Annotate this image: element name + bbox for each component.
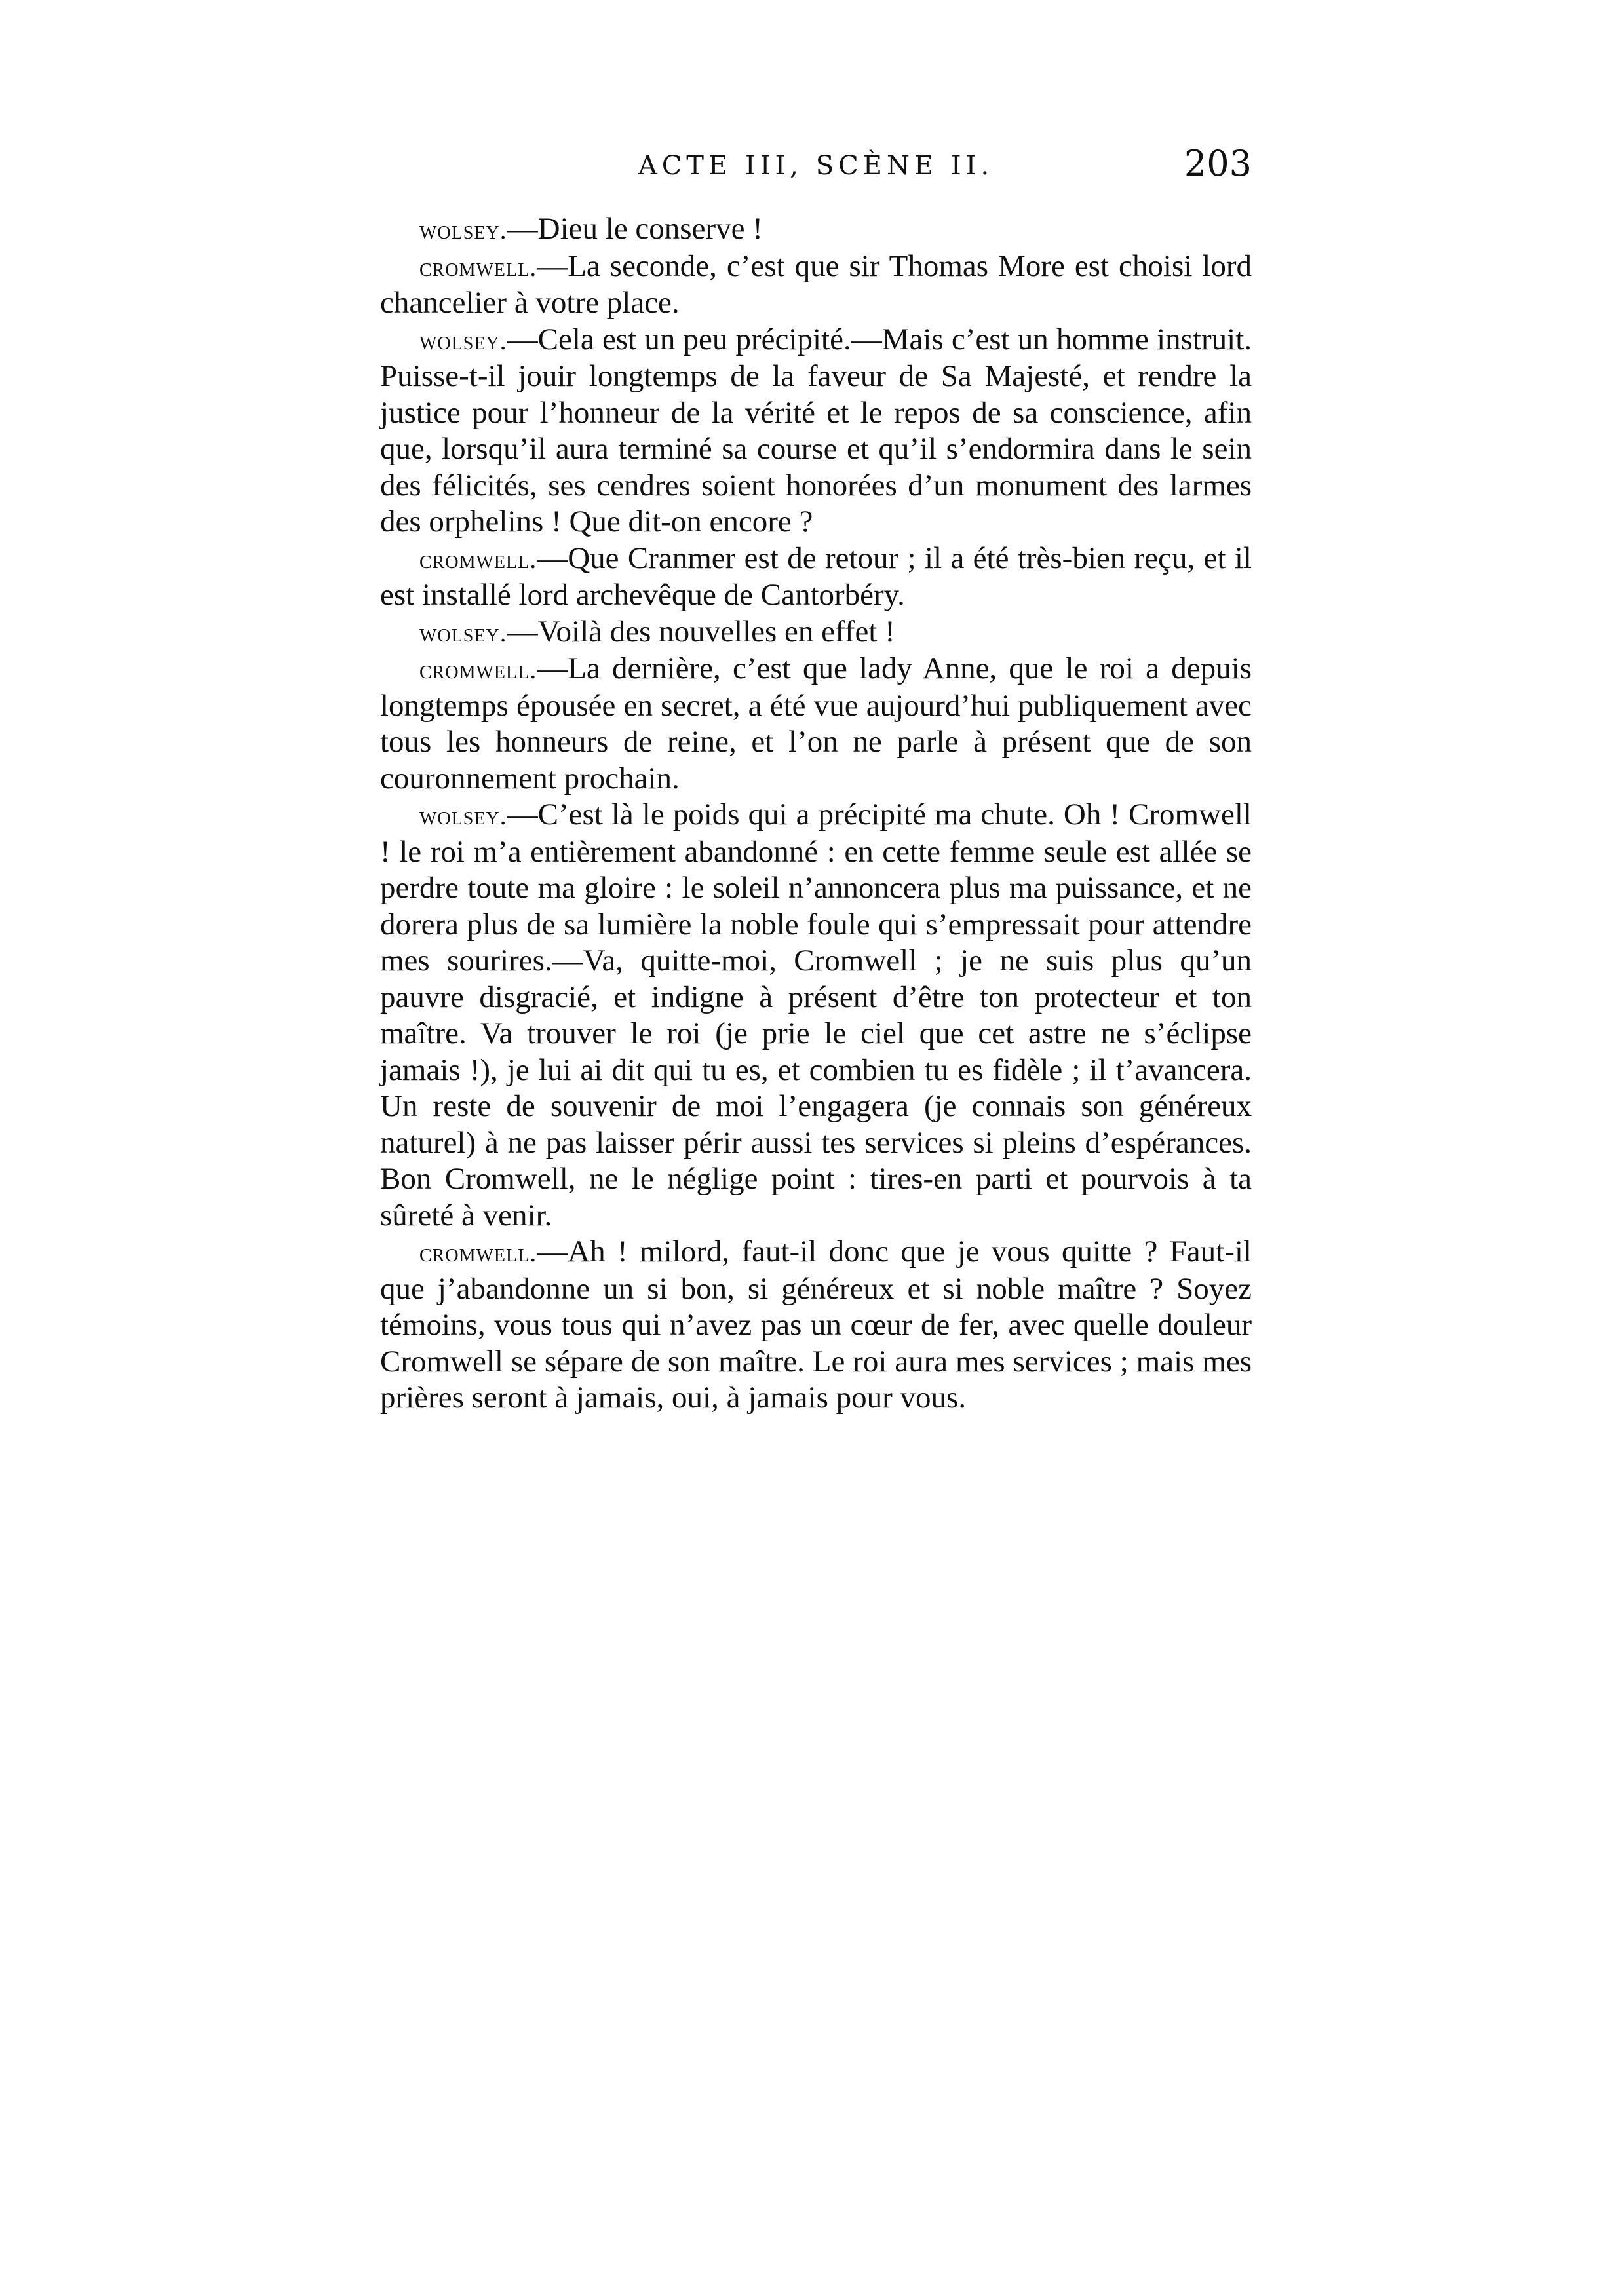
dialogue-text <box>380 211 1252 1417</box>
speech-paragraph <box>380 614 1252 651</box>
speech-text: —C’est là le poids qui a précipité ma chute. Oh ! Cromwell ! le roi m’a entièrement abandonné : en cette femme seule est allée se perdre toute ma gloire : le soleil n’annoncera plus ma puissance, et ne dorera plus de sa lumière la noble foule qui s’empressait pour attendre mes sourires.—Va, quitte-moi, Cromwell ; je ne suis plus qu’un pauvre disgracié, et indigne à présent d’être ton protecteur et ton maître. Va trouver le roi (je prie le ciel que cet astre ne s’éclipse jamais !), je lui ai dit qui tu es, et combien tu es fidèle ; il t’avancera. Un reste de souvenir de moi l’engagera (je connais son généreux naturel) à ne pas laisser périr aussi tes services si pleins d’espérances. Bon Cromwell, ne le néglige point : tires-en parti et pourvois à ta sûreté à venir. <box>380 797 1252 1233</box>
speech-paragraph <box>380 797 1252 1234</box>
speech-paragraph <box>380 651 1252 797</box>
speaker-name: cromwell. <box>419 1238 537 1267</box>
speaker-name: cromwell. <box>419 252 537 282</box>
speaker-name: cromwell. <box>419 544 537 574</box>
speech-text: —Ah ! milord, faut-il donc que je vous quitte ? Faut-il que j’abandonne un si bon, si généreux et si noble maître ? Soyez témoins, vous tous qui n’avez pas un cœur de fer, avec quelle douleur Cromwell se sépare de son maître. Le roi aura mes services ; mais mes prières seront à jamais, oui, à jamais pour vous. <box>380 1234 1252 1415</box>
speech-paragraph <box>380 541 1252 614</box>
speaker-name: wolsey. <box>419 215 507 244</box>
speaker-name: wolsey. <box>419 801 507 830</box>
speech-text: —Dieu le conserve ! <box>507 212 763 246</box>
speech-paragraph <box>380 211 1252 248</box>
speech-paragraph <box>380 322 1252 541</box>
running-title: ACTE III, SCÈNE II. <box>638 151 994 181</box>
page-number: 203 <box>1184 143 1252 184</box>
page-header <box>380 143 1252 189</box>
speaker-name: wolsey. <box>419 617 507 647</box>
speaker-name: cromwell. <box>419 655 537 684</box>
speech-paragraph <box>380 1234 1252 1417</box>
speech-text: —Cela est un peu précipité.—Mais c’est un homme instruit. Puisse-t-il jouir longtemps de la faveur de Sa Majesté, et rendre la justice pour l’honneur de la vérité et le repos de sa conscience, afin que, lorsqu’il aura terminé sa course et qu’il s’endormira dans le sein des félicités, ses cendres soient honorées d’un monument des larmes des orphelins ! Que dit-on encore ? <box>380 322 1252 539</box>
speech-text: —La seconde, c’est que sir Thomas More est choisi lord chancelier à votre place. <box>380 248 1252 320</box>
speaker-name: wolsey. <box>419 325 507 355</box>
speech-text: —Voilà des nouvelles en effet ! <box>507 614 895 649</box>
speech-text: —La dernière, c’est que lady Anne, que le roi a depuis longtemps épousée en secret, a été vue aujourd’hui publiquement avec tous les honneurs de reine, et l’on ne parle à présent que de son couronnement prochain. <box>380 651 1252 795</box>
speech-text: —Que Cranmer est de retour ; il a été très-bien reçu, et il est installé lord archevêque de Cantorbéry. <box>380 541 1252 612</box>
speech-paragraph <box>380 248 1252 322</box>
